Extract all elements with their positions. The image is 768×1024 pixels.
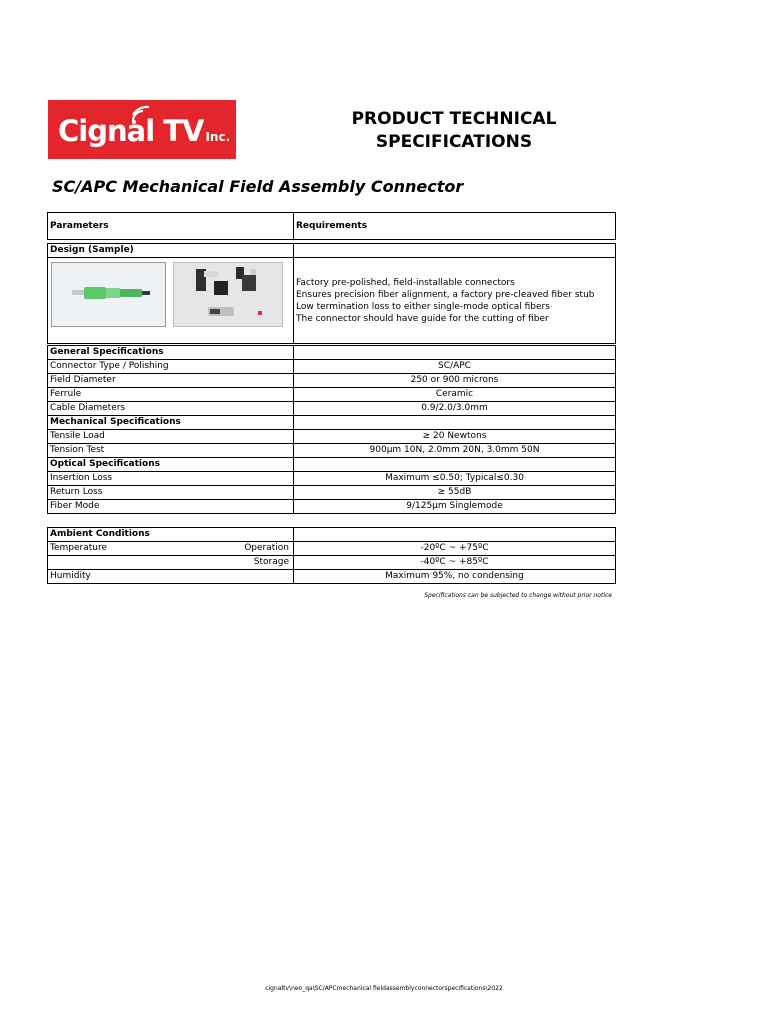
design-row: [48, 258, 616, 344]
table-row: [48, 472, 616, 486]
ambient-heading: Ambient Conditions: [48, 528, 294, 542]
value-cell: 900μm 10N, 2.0mm 20N, 3.0mm 50N: [294, 444, 616, 458]
design-heading: Design (Sample): [48, 244, 294, 258]
param-cell: Insertion Loss: [48, 472, 294, 486]
connector-image-icon: [52, 263, 165, 326]
operation-label: Operation: [244, 543, 289, 553]
value-cell: -20ºC ~ +75ºC: [294, 542, 616, 556]
section-heading-row: [48, 346, 616, 360]
value-cell: 250 or 900 microns: [294, 374, 616, 388]
param-cell: Ferrule: [48, 388, 294, 402]
table-header-row: [48, 213, 616, 240]
param-cell: Tension Test: [48, 444, 294, 458]
header-requirements: Requirements: [294, 213, 616, 240]
temperature-label: Temperature: [50, 543, 108, 553]
param-cell: Cable Diameters: [48, 402, 294, 416]
header-parameters: Parameters: [48, 213, 294, 240]
value-cell: Maximum 95%, no condensing: [294, 570, 616, 584]
param-cell: Tensile Load: [48, 430, 294, 444]
design-requirements: [294, 258, 616, 344]
empty-cell: [294, 416, 616, 430]
storage-label: Storage: [253, 557, 289, 567]
requirement-line: Ensures precision fiber alignment, a factory pre-cleaved fiber stub: [296, 289, 595, 300]
section-heading-row: [48, 528, 616, 542]
general-heading: General Specifications: [48, 346, 294, 360]
table-row: [48, 374, 616, 388]
table-row: [48, 360, 616, 374]
change-notice: Specifications can be subjected to change without prior notice: [424, 592, 612, 599]
connector-photo-1: [51, 262, 166, 327]
connector-photo-2: [173, 262, 283, 327]
ambient-table: [47, 527, 616, 584]
param-cell: Fiber Mode: [48, 500, 294, 514]
design-heading-empty: [294, 244, 616, 258]
logo-wordmark: Cignal TV Inc.: [58, 114, 231, 148]
requirement-line: Factory pre-polished, field-installable connectors: [296, 277, 515, 288]
section-heading-row: [48, 458, 616, 472]
table-row: [48, 542, 616, 556]
param-cell: Connector Type / Polishing: [48, 360, 294, 374]
table-row: [48, 500, 616, 514]
param-cell: Humidity: [48, 570, 294, 584]
param-cell: [48, 542, 294, 556]
empty-cell: [294, 458, 616, 472]
value-cell: -40ºC ~ +85ºC: [294, 556, 616, 570]
section-heading-row: [48, 416, 616, 430]
value-cell: 9/125μm Singlemode: [294, 500, 616, 514]
table-row: [48, 430, 616, 444]
requirement-line: The connector should have guide for the cutting of fiber: [296, 313, 549, 324]
table-row: [48, 570, 616, 584]
empty-cell: [294, 528, 616, 542]
value-cell: Maximum ≤0.50; Typical≤0.30: [294, 472, 616, 486]
table-row: [48, 444, 616, 458]
design-images-cell: [48, 258, 294, 344]
table-row: [48, 402, 616, 416]
table-row: [48, 388, 616, 402]
table-row: [48, 486, 616, 500]
mechanical-heading: Mechanical Specifications: [48, 416, 294, 430]
value-cell: SC/APC: [294, 360, 616, 374]
design-table: [47, 243, 616, 344]
table-row: [48, 556, 616, 570]
param-cell: Return Loss: [48, 486, 294, 500]
footer-file-path: cignaltv\neo_qa\SC/APCmechanical fieldassemblyconnectorspecifications\2022: [265, 985, 503, 992]
specifications-table: [47, 345, 616, 514]
param-cell: Field Diameter: [48, 374, 294, 388]
param-cell: [48, 556, 294, 570]
value-cell: 0.9/2.0/3.0mm: [294, 402, 616, 416]
product-subtitle: SC/APC Mechanical Field Assembly Connector: [52, 177, 464, 196]
optical-heading: Optical Specifications: [48, 458, 294, 472]
design-heading-row: [48, 244, 616, 258]
spec-header-table: [47, 212, 616, 240]
value-cell: Ceramic: [294, 388, 616, 402]
value-cell: ≥ 20 Newtons: [294, 430, 616, 444]
document-title: [320, 108, 588, 154]
title-line-2: SPECIFICATIONS: [375, 132, 533, 152]
requirement-line: Low termination loss to either single-mode optical fibers: [296, 301, 550, 312]
company-logo: [48, 100, 236, 159]
title-line-1: PRODUCT TECHNICAL: [351, 109, 557, 129]
value-cell: ≥ 55dB: [294, 486, 616, 500]
empty-cell: [294, 346, 616, 360]
connector-kit-image-icon: [174, 263, 282, 326]
